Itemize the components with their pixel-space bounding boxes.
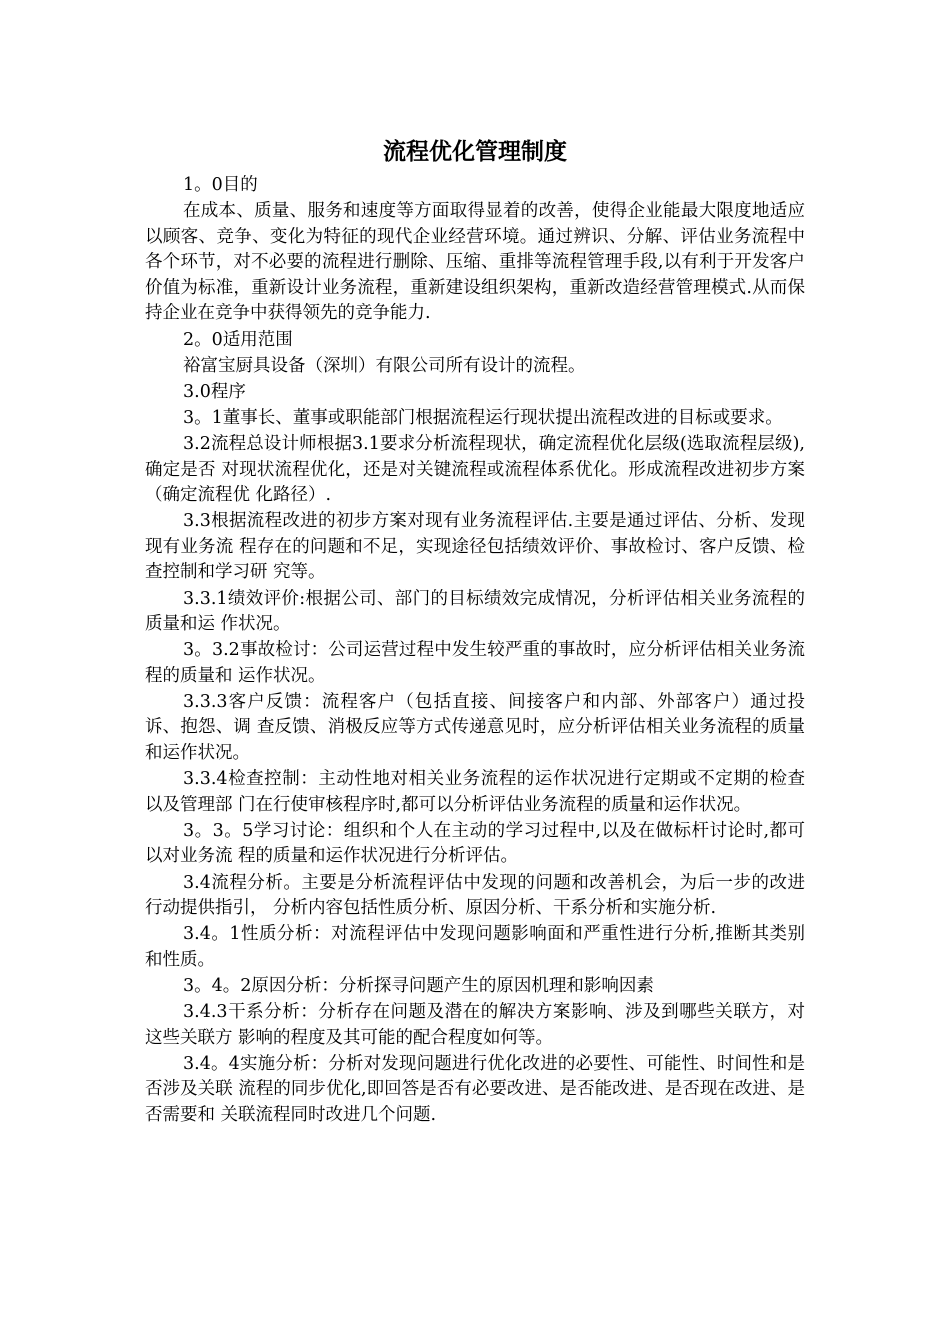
paragraph-3-1: 3。1董事长、董事或职能部门根据流程运行现状提出流程改进的目标或要求。 [183, 407, 783, 428]
section-heading-scope: 2。0适用范围 [183, 329, 293, 350]
paragraph-3-4-1: 3.4。1性质分析：对流程评估中发现问题影响面和严重性进行分析,推断其类别和性质。 [145, 924, 805, 970]
paragraph-3-4-2: 3。4。2原因分析：分析探寻问题产生的原因机理和影响因素 [183, 975, 654, 996]
paragraph-3-4-3: 3.4.3干系分析：分析存在问题及潜在的解决方案影响、涉及到哪些关联方，对这些关联方 影响的程度及其可能的配合程度如何等。 [145, 1002, 805, 1048]
section-heading-purpose: 1。0目的 [183, 175, 258, 195]
paragraph-3-4: 3.4流程分析。主要是分析流程评估中发现的问题和改善机会，为后一步的改进行动提供指引， 分析内容包括性质分析、原因分析、干系分析和实施分析. [145, 872, 805, 919]
document-title: 流程优化管理制度 [383, 138, 567, 165]
paragraph-3-3-3: 3.3.3客户反馈：流程客户（包括直接、间接客户和内部、外部客户）通过投诉、抱怨、调 查反馈、消极反应等方式传递意见时，应分析评估相关业务流程的质量和运作状况。 [145, 691, 805, 764]
section-heading-procedure: 3.0程序 [183, 381, 246, 402]
paragraph-3-3-5: 3。3。5学习讨论：组织和个人在主动的学习过程中,以及在做标杆讨论时,都可以对业务流 程的质量和运作状况进行分析评估。 [145, 820, 805, 867]
paragraph-3-4-4: 3.4。4实施分析：分析对发现问题进行优化改进的必要性、可能性、时间性和是否涉及关联 流程的同步优化,即回答是否有必要改进、是否能改进、是否现在改进、是否需要和 关联流程同时改进几个问题. [145, 1053, 805, 1125]
paragraph-3-3-1: 3.3.1绩效评价:根据公司、部门的目标绩效完成情况，分析评估相关业务流程的质量和运 作状况。 [145, 588, 805, 635]
paragraph-scope: 裕富宝厨具设备（深圳）有限公司所有设计的流程。 [183, 355, 586, 376]
paragraph-3-3-2: 3。3.2事故检讨：公司运营过程中发生较严重的事故时，应分析评估相关业务流程的质量和 运作状况。 [145, 640, 805, 686]
paragraph-purpose: 在成本、质量、服务和速度等方面取得显着的改善，使得企业能最大限度地适应以顾客、竞争、变化为特征的现代企业经营环境。通过辨识、分解、评估业务流程中各个环节，对不必要的流程进行删除、压缩、重排等流程管理手段,以有利于开发客户价值为标准，重新设计业务流程，重新建设组织架构，重新改造经营管理模式.从而保持企业在竞争中获得领先的竞争能力. [145, 201, 805, 324]
paragraph-3-2: 3.2流程总设计师根据3.1要求分析流程现状，确定流程优化层级(选取流程层级),确定是否 对现状流程优化，还是对关键流程或流程体系优化。形成流程改进初步方案（确定流程优 化路径）. [145, 433, 805, 506]
paragraph-3-3-4: 3.3.4检查控制：主动性地对相关业务流程的运作状况进行定期或不定期的检查以及管理部 门在行使审核程序时,都可以分析评估业务流程的质量和运作状况。 [145, 769, 805, 815]
paragraph-3-3: 3.3根据流程改进的初步方案对现有业务流程评估.主要是通过评估、分析、发现现有业务流 程存在的问题和不足，实现途径包括绩效评价、事故检讨、客户反馈、检查控制和学习研 究等。 [145, 511, 805, 583]
document-page [145, 135, 805, 1129]
